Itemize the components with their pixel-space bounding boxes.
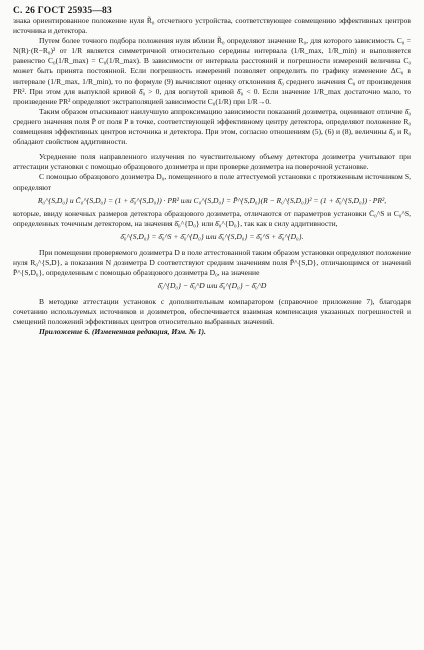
- formula-line: δ̄₀^{D₀} − δ̄₀^D или δ̄₀^{D₀} − δ̄₀^D: [157, 281, 267, 291]
- paragraph: Путем более точного подбора положения нуля вблизи R̃₀ определяют значение R₀, для которого зависимость C₀ = N(R)·(R−R₀)² от 1/R является симметричной относительно середины интервала (1/R_max, 1/R_min) и выполняется равенство C₀(1/R_max) = C₀(1/R_max). В зависимости от интервала расстояний и погрешности измерений величина C₀ может быть принята постоянной. Если погрешность измерений позволяет определить по графику изменение ΔC₀ в интервале (1/R_max, 1/R_min), то по формуле (9) вычисляют оценку отклонения δ̄₀ среднего значения C̄₀ от произведения PR². При этом для выпуклой кривой δ̄₀ > 0, для вогнутой кривой δ̄₀ < 0. Если значение 1/R_max достаточно мало, то произведение PR² определяют экстраполяцией зависимости C₀(1/R) при 1/R→0.: [13, 36, 411, 106]
- paragraph: Таким образом отыскивают наилучшую аппроксимацию зависимости показаний дозиметра, оценивают отличие δ̄₀ среднего значения поля P̄ от поля P в точке, соответствующей эффективному центру детектора, определяют положение R₀ совмещения эффективных центров источника и детектора. При этом, согласно отношениям (5), (6) и (8), величины δ̄₀ и R₀ обладают свойством аддитивности.: [13, 106, 411, 147]
- paragraph: В методике аттестации установок с дополнительным компаратором (справочное приложение 7), благодаря сочетанию используемых источников и дозиметров, обеспечивается взаимная компенсация указанных погрешностей и смещений положений эффективных центров относительно выбранных значений.: [13, 297, 411, 327]
- document-body: [13, 16, 411, 337]
- formula-block: [13, 280, 411, 292]
- formula-block: [13, 195, 411, 207]
- page-header: С. 26 ГОСТ 25935—83: [13, 6, 112, 16]
- formula-block: [13, 231, 411, 243]
- footnote: Приложение 6. (Измененная редакция, Изм. № 1).: [39, 327, 206, 337]
- paragraph: При помещении проверяемого дозиметра D в поле аттестованной таким образом установки определяют положение нуля R₀^{S,D}, а показания N дозиметра D соответствуют средним значениям поля P̄^{S,D}, отличающимся от значений P̄^{S,D₀}, определенным с помощью образцового дозиметра D₀, на значение: [13, 247, 411, 277]
- paragraph: знака ориентированное положение нуля R̃₀ отсчетного устройства, соответствующее совмещению эффективных центров источника и детектора.: [13, 16, 411, 36]
- formula-line: δ̄₀^{S,D₀} = δ̄₀^S + δ̄₀^{D₀} или δ̄₀^{S,D₀} = δ̄₀^S + δ̄₀^{D₀}.: [120, 231, 304, 241]
- paragraph: которые, ввиду конечных размеров детектора образцового дозиметра, отличаются от параметров установки C̄₀^S и C₀^S, определенных точечным детектором, на значения δ̄₀^{D₀} или δ̄₀^{D₀}, так как в силу аддитивности,: [13, 208, 411, 228]
- formula-line: R₀^{S,D₀} и C̄₀^{S,D₀} = (1 + δ̄₀^{S,D₀}) · PR² или C₀^{S,D₀} = P̄^{S,D₀}(R − R₀^{S,D₀})² = (1 + δ̄₀^{S,D₀}) · PR²,: [37, 195, 387, 205]
- paragraph: С помощью образцового дозиметра D₀, помещенного в поле аттестуемой установки с протяженным источником S, определяют: [13, 172, 411, 192]
- paragraph: Усреднение поля направленного излучения по чувствительному объему детектора дозиметра учитывают при аттестации установки с помощью образцового дозиметра и при проверке дозиметра на поверочной установке.: [13, 152, 411, 172]
